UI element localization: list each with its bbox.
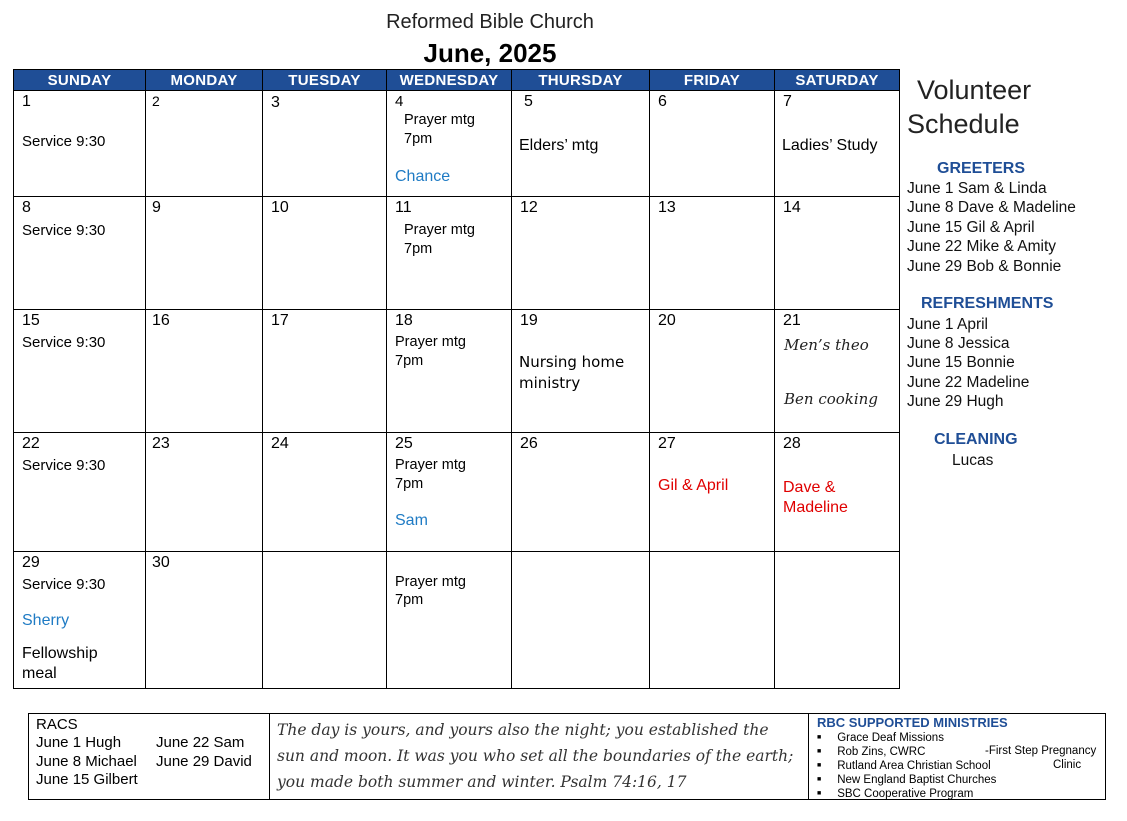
week-row-1: [14, 91, 900, 197]
day-number: 30: [152, 554, 170, 571]
weekday-wednesday: WEDNESDAY: [387, 70, 512, 91]
day-number: 9: [152, 199, 161, 216]
day-cell: [775, 91, 900, 197]
event-time: 7pm: [404, 131, 433, 147]
day-cell: [14, 91, 146, 197]
event-prayer-meeting: Prayer mtg: [404, 222, 475, 238]
ministry-side-note: -First Step Pregnancy: [985, 745, 1097, 757]
calendar-table: [13, 69, 900, 689]
day-number: 26: [520, 435, 538, 452]
day-cell: [263, 310, 387, 433]
event-meal: meal: [22, 665, 57, 682]
day-number: 3: [271, 94, 280, 111]
event-service: Service 9:30: [22, 576, 106, 593]
month-title: June, 2025: [423, 38, 557, 68]
bullet-icon: ■: [817, 748, 822, 756]
event-prayer-meeting: Prayer mtg: [395, 574, 466, 590]
day-cell: [387, 197, 512, 310]
day-cell: [263, 91, 387, 197]
day-number: 2: [152, 93, 160, 109]
bullet-icon: ■: [817, 762, 822, 770]
racs-entry: June 1 Hugh: [36, 734, 122, 751]
day-number: 4: [395, 93, 404, 110]
racs-entry: June 8 Michael: [36, 753, 137, 770]
refreshment-entry: June 29 Hugh: [907, 393, 1004, 410]
bullet-icon: ■: [817, 776, 822, 784]
greeter-entry: June 8 Dave & Madeline: [907, 199, 1076, 216]
event-service: Service 9:30: [22, 133, 106, 150]
day-cell: [650, 197, 775, 310]
volunteer-name: Gil & April: [658, 477, 729, 494]
greeter-entry: June 15 Gil & April: [907, 219, 1035, 236]
weekday-sunday: SUNDAY: [14, 70, 146, 91]
day-number: 23: [152, 435, 170, 452]
day-cell: [14, 197, 146, 310]
day-cell: [512, 433, 650, 552]
day-number: 13: [658, 199, 676, 216]
day-cell: [775, 197, 900, 310]
bottom-panel: [28, 713, 1106, 800]
day-cell: [146, 552, 263, 689]
day-number: 12: [520, 199, 538, 216]
weekday-saturday: SATURDAY: [775, 70, 900, 91]
volunteer-name: Dave &: [783, 479, 836, 496]
day-cell: [512, 310, 650, 433]
ministries-list: [817, 731, 996, 801]
ministry-name: New England Baptist Churches: [837, 774, 997, 787]
day-cell: [14, 552, 146, 689]
racs-entry: June 15 Gilbert: [36, 771, 138, 788]
racs-entry: June 22 Sam: [156, 734, 245, 751]
event-time: 7pm: [395, 353, 424, 369]
weekday-header-row: [14, 70, 900, 91]
ministry-name: Rutland Area Christian School: [837, 760, 991, 773]
day-number: 20: [658, 312, 676, 329]
ministry-side-note-cont: Clinic: [1053, 759, 1082, 771]
day-cell: [775, 552, 900, 689]
day-number: 11: [395, 199, 412, 216]
day-number: 17: [271, 312, 289, 329]
weekday-thursday: THURSDAY: [512, 70, 650, 91]
volunteer-title-line1: Volunteer: [917, 75, 1032, 105]
refreshment-entry: June 1 April: [907, 316, 988, 333]
day-cell: [387, 433, 512, 552]
event-prayer-meeting: Prayer mtg: [395, 457, 466, 473]
day-number: 29: [22, 554, 40, 571]
day-cell: [14, 310, 146, 433]
event-prayer-meeting: Prayer mtg: [395, 334, 466, 350]
greeter-entry: June 22 Mike & Amity: [907, 238, 1057, 255]
refreshment-entry: June 15 Bonnie: [907, 354, 1015, 371]
day-number: 16: [152, 312, 170, 329]
event-service: Service 9:30: [22, 457, 106, 474]
ministry-item: [817, 745, 996, 759]
church-name: Reformed Bible Church: [386, 11, 594, 33]
weekday-monday: MONDAY: [146, 70, 263, 91]
week-row-3: [14, 310, 900, 433]
day-cell: [775, 310, 900, 433]
day-cell: [650, 552, 775, 689]
volunteer-name: Sherry: [22, 612, 70, 629]
day-cell: [775, 433, 900, 552]
ministry-name: Grace Deaf Missions: [837, 732, 944, 745]
day-cell: [146, 91, 263, 197]
ministry-item: [817, 773, 996, 787]
day-cell: [146, 310, 263, 433]
event-elders: Elders’ mtg: [519, 137, 599, 154]
greeter-entry: June 1 Sam & Linda: [907, 180, 1047, 197]
racs-box: [29, 714, 270, 799]
day-number: 10: [271, 199, 289, 216]
day-cell: [263, 552, 387, 689]
ministries-heading: RBC SUPPORTED MINISTRIES: [817, 715, 1008, 730]
volunteer-name-cont: Madeline: [783, 499, 848, 516]
ministry-item: [817, 731, 996, 745]
cleaning-entry: Lucas: [952, 452, 994, 469]
greeter-entry: June 29 Bob & Bonnie: [907, 258, 1062, 275]
day-number: 22: [22, 435, 40, 452]
refreshment-entry: June 22 Madeline: [907, 374, 1030, 391]
day-cell: [650, 91, 775, 197]
day-cell: [14, 433, 146, 552]
day-number: 25: [395, 435, 413, 452]
day-number: 21: [783, 312, 801, 329]
day-number: 18: [395, 312, 413, 329]
event-time: 7pm: [395, 592, 424, 608]
volunteer-name: Chance: [395, 168, 451, 185]
day-number: 15: [22, 312, 40, 329]
scripture-verse: The day is yours, and yours also the night; you established the sun and moon. It was you who set all the boundaries of the earth; you made both summer and winter. Psalm 74:16, 17: [269, 714, 809, 799]
greeters-heading: GREETERS: [937, 160, 1026, 177]
day-cell: [146, 433, 263, 552]
day-cell: [387, 91, 512, 197]
volunteer-schedule-title: [907, 73, 1031, 141]
day-cell: [650, 310, 775, 433]
day-cell: [512, 91, 650, 197]
weekday-friday: FRIDAY: [650, 70, 775, 91]
event-ladies-study: Ladies’ Study: [782, 137, 878, 154]
volunteer-title-line2: Schedule: [907, 109, 1020, 139]
weekday-tuesday: TUESDAY: [263, 70, 387, 91]
racs-entry: June 29 David: [156, 753, 252, 770]
day-cell: [263, 197, 387, 310]
event-prayer-meeting: Prayer mtg: [404, 112, 475, 128]
event-fellowship: Fellowship: [22, 645, 98, 662]
ministry-name: Rob Zins, CWRC: [837, 746, 926, 759]
refreshments-heading: REFRESHMENTS: [921, 295, 1054, 312]
day-cell: [512, 552, 650, 689]
day-number: 19: [520, 312, 538, 329]
day-number: 27: [658, 435, 676, 452]
event-service: Service 9:30: [22, 334, 106, 351]
event-ministry: ministry: [519, 374, 581, 392]
week-row-2: [14, 197, 900, 310]
event-mens-theology: Men’s theo: [784, 336, 869, 354]
volunteer-name: Sam: [395, 512, 428, 529]
day-cell: [650, 433, 775, 552]
ministry-name: SBC Cooperative Program: [837, 788, 974, 801]
day-number: 28: [783, 435, 801, 452]
week-row-4: [14, 433, 900, 552]
day-cell: [263, 433, 387, 552]
day-number: 24: [271, 435, 289, 452]
cleaning-heading: CLEANING: [934, 431, 1018, 448]
day-number: 5: [524, 93, 533, 110]
event-time: 7pm: [404, 241, 433, 257]
refreshment-entry: June 8 Jessica: [907, 335, 1010, 352]
day-cell: [146, 197, 263, 310]
day-number: 8: [22, 199, 31, 216]
day-number: 7: [783, 93, 792, 110]
event-time: 7pm: [395, 476, 424, 492]
ministry-item: [817, 787, 996, 801]
event-nursing-home: Nursing home: [519, 353, 625, 371]
bullet-icon: ■: [817, 734, 822, 741]
event-ben-cooking: Ben cooking: [784, 390, 878, 408]
bullet-icon: ■: [817, 790, 822, 798]
day-cell: [387, 552, 512, 689]
day-cell: [512, 197, 650, 310]
week-row-5: [14, 552, 900, 689]
event-service: Service 9:30: [22, 222, 106, 239]
racs-heading: RACS: [36, 716, 78, 733]
day-number: 6: [658, 93, 667, 110]
day-cell: [387, 310, 512, 433]
day-number: 1: [22, 93, 31, 110]
ministry-item: [817, 759, 996, 773]
supported-ministries: [809, 714, 1105, 799]
day-number: 14: [783, 199, 801, 216]
calendar: [13, 69, 899, 684]
